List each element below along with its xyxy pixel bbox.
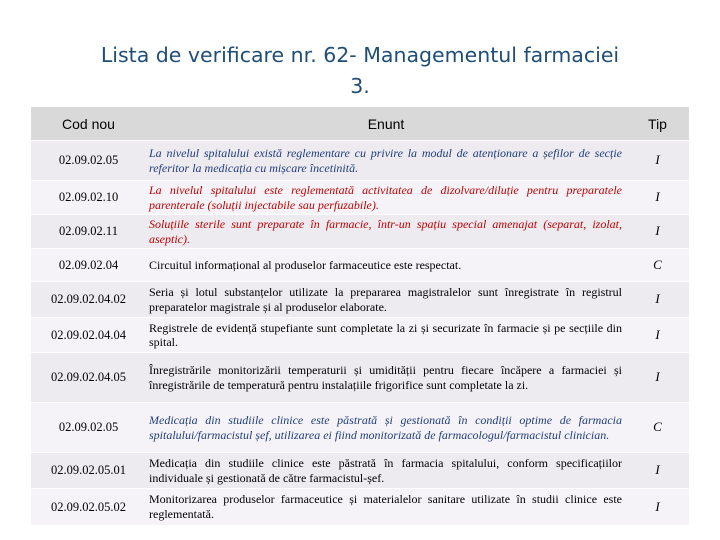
header-tip: Tip	[626, 107, 689, 141]
row-code: 02.09.02.05	[31, 403, 146, 453]
row-text: Seria și lotul substanțelor utilizate la prepararea magistralelor sunt înregistrate în registrul preparatelor magistrale și al produselor elaborate.	[146, 282, 626, 318]
table-row	[31, 489, 689, 525]
row-code: 02.09.02.10	[31, 181, 146, 215]
checklist-table	[31, 107, 689, 525]
row-text: Circuitul informațional al produselor farmaceutice este respectat.	[146, 249, 626, 282]
row-tip: C	[626, 403, 689, 453]
row-code: 02.09.02.05.02	[31, 489, 146, 525]
row-tip: I	[626, 453, 689, 489]
row-code: 02.09.02.04.02	[31, 282, 146, 318]
table-row	[31, 318, 689, 353]
row-code: 02.09.02.05.01	[31, 453, 146, 489]
table-row	[31, 249, 689, 282]
row-code: 02.09.02.04	[31, 249, 146, 282]
title-line-1: Lista de verificare nr. 62- Managementul farmaciei	[100, 43, 620, 67]
header-enunt: Enunt	[146, 107, 626, 141]
row-code: 02.09.02.11	[31, 215, 146, 249]
table-row	[31, 181, 689, 215]
row-tip: I	[626, 489, 689, 525]
table-header-row	[31, 107, 689, 141]
header-cod-nou: Cod nou	[31, 107, 146, 141]
page-title	[40, 40, 680, 102]
row-text: Medicația din studiile clinice este păstrată în farmacia spitalului, conform specificațiilor individuale și gestionată de către farmacistul-șef.	[146, 453, 626, 489]
row-tip: I	[626, 181, 689, 215]
table-row	[31, 215, 689, 249]
table-row	[31, 353, 689, 403]
row-text: La nivelul spitalului există reglementare cu privire la modul de atenționare a șefilor de secție referitor la medicația cu mișcare încetinită.	[146, 141, 626, 181]
row-text: Soluțiile sterile sunt preparate în farmacie, într-un spațiu special amenajat (separat, izolat, aseptic).	[146, 215, 626, 249]
row-tip: I	[626, 318, 689, 353]
row-text: Monitorizarea produselor farmaceutice și materialelor sanitare utilizate în studii clinice este reglementată.	[146, 489, 626, 525]
row-code: 02.09.02.04.04	[31, 318, 146, 353]
table-row	[31, 403, 689, 453]
row-text: Medicația din studiile clinice este păstrată și gestionată în condiții optime de farmacia spitalului/farmacistul șef, utilizarea ei fiind monitorizată de farmacologul/farmacistul clinician.	[146, 403, 626, 453]
row-code: 02.09.02.05	[31, 141, 146, 181]
row-tip: I	[626, 215, 689, 249]
row-text: La nivelul spitalului este reglementată activitatea de dizolvare/diluție pentru preparatele parenterale (soluții injectabile sau perfuzabile).	[146, 181, 626, 215]
row-tip: I	[626, 282, 689, 318]
row-tip: I	[626, 141, 689, 181]
table-row	[31, 282, 689, 318]
row-tip: C	[626, 249, 689, 282]
title-line-2: 3.	[350, 74, 370, 98]
table-row	[31, 141, 689, 181]
table-row	[31, 453, 689, 489]
row-code: 02.09.02.04.05	[31, 353, 146, 403]
row-text: Registrele de evidență stupefiante sunt completate la zi și securizate în farmacie și pe secțiile din spital.	[146, 318, 626, 353]
row-tip: I	[626, 353, 689, 403]
row-text: Înregistrările monitorizării temperaturii și umidității pentru fiecare încăpere a farmaciei și înregistrările de temperatură pentru instalațiile frigorifice sunt completate la zi.	[146, 353, 626, 403]
